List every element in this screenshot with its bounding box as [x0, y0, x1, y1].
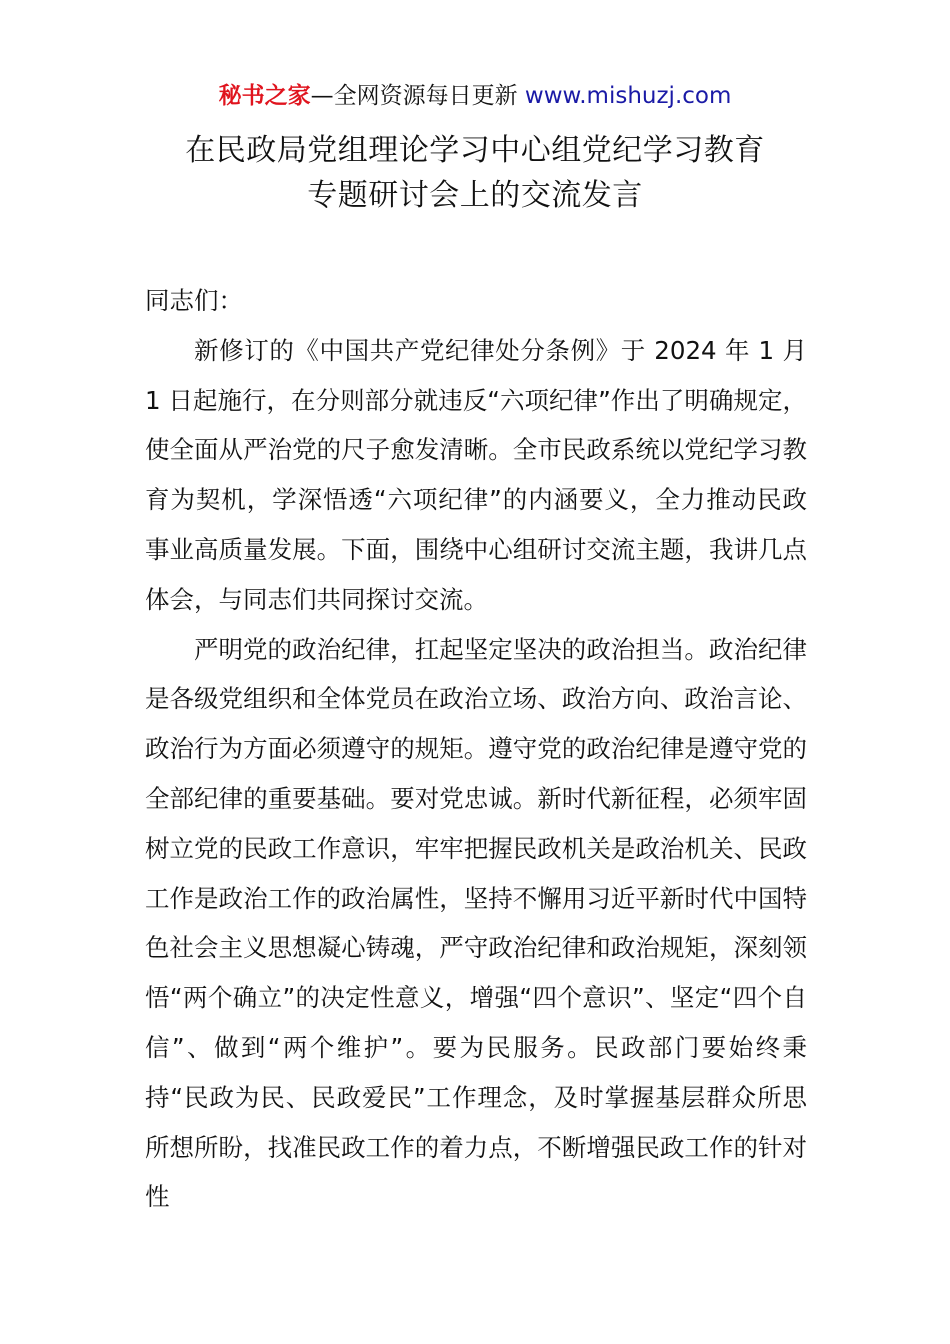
banner-url-link[interactable]: www.mishuzj.com — [524, 83, 732, 109]
banner-tagline: —全网资源每日更新 — [310, 83, 518, 109]
document-title — [0, 128, 950, 218]
salutation: 同志们： — [145, 286, 243, 315]
title-line-1: 在民政局党组理论学习中心组党纪学习教育 — [185, 133, 765, 168]
document-body — [145, 276, 807, 1222]
site-banner — [0, 80, 950, 112]
paragraph-political-discipline: 严明党的政治纪律，扛起坚定坚决的政治担当。政治纪律是各级党组织和全体党员在政治立场、政治方向、政治言论、政治行为方面必须遵守的规矩。遵守党的政治纪律是遵守党的全部纪律的重要基础。要对党忠诚。新时代新征程，必须牢固树立党的民政工作意识，牢牢把握民政机关是政治机关、民政工作是政治工作的政治属性，坚持不懈用习近平新时代中国特色社会主义思想凝心铸魂，严守政治纪律和政治规矩，深刻领悟“两个确立”的决定性意义，增强“四个意识”、坚定“四个自信”、做到“两个维护”。要为民服务。民政部门要始终秉持“民政为民、民政爱民”工作理念，及时掌握基层群众所思所想所盼，找准民政工作的着力点，不断增强民政工作的针对性 — [145, 634, 807, 1212]
paragraph-intro: 新修订的《中国共产党纪律处分条例》于 2024 年 1 月 1 日起施行，在分则部分就违反“六项纪律”作出了明确规定，使全面从严治党的尺子愈发清晰。全市民政系统以党纪学习教育为契机，学深悟透“六项纪律”的内涵要义，全力推动民政事业高质量发展。下面，围绕中心组研讨交流主题，我讲几点体会，与同志们共同探讨交流。 — [145, 335, 807, 614]
title-line-2: 专题研讨会上的交流发言 — [307, 178, 643, 213]
banner-brand: 秘书之家 — [218, 83, 311, 109]
